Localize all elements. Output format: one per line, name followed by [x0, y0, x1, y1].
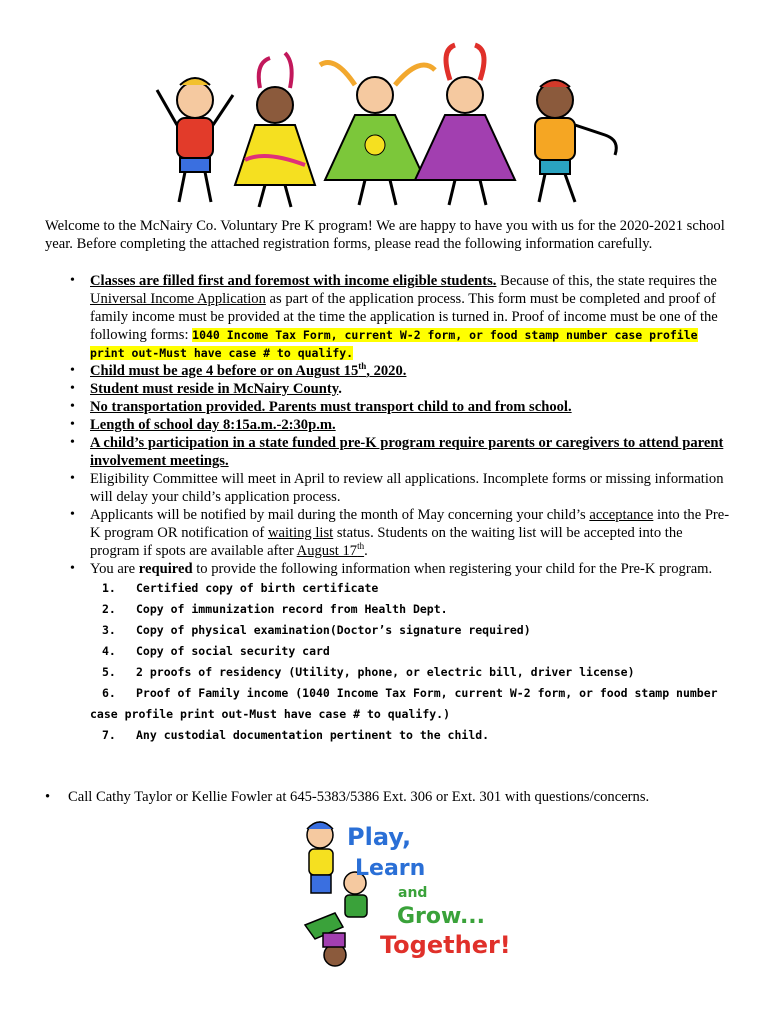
- logo-word-and: and: [398, 885, 428, 901]
- required-item: 3. Copy of physical examination(Doctor’s signature required): [102, 623, 531, 637]
- required-item: 5. 2 proofs of residency (Utility, phone, or electric bill, driver license): [102, 665, 635, 679]
- required-item: 4. Copy of social security card: [102, 644, 330, 658]
- flyer-page: Welcome to the McNairy Co. Voluntary Pre K program! We are happy to have you with us for the 2020-2021 school year. Before completing the attached registration forms, please read the following information carefully. • Classes are filled first and foremost with income eligible students. Because of this, the state requires the Universal Income Application as part of the application process. This form must be completed and proof of family income must be provided at the time the application is turned in. Proof of income must be one of the following forms: 1040 Income Tax Form, current W-2 form, or food stamp number case profile print out-Must have case # to qualify. • Child must be age 4 before or on August 15th, 2020. • Student must reside in McNairy County. • No transportation provided. Parents must transport child to and from school. • Length of school day 8:15a.m.-2:30p.m. • A child’s participation in a state funded pre-K program require parents or caregivers to attend parent involvement meetings. • Eligibility Committee will meet in April to review all applications. Incomplete forms or missing information will delay your child’s application process. • Applicants will be notified by mail during the month of May concerning your child’s acceptance into the Pre-K program OR notification of waiting list status. Students on the waiting list will be accepted into the program if spots are available after August 17th. • You are required to provide the following information when registering your child for the Pre-K program. 1. Certified copy of birth certificate 2. Copy of immunization record from Health Dept. 3. Copy of physical examination(Doctor’s signature required) 4. Copy of social security card 5. 2 proofs of residency (Utility, phone, or electric bill, driver license) 6. Proof of Family income (1040 Income Tax Form, current W-2 form, or food stamp number case profile print out-Must have case # to qualify.) 7. Any custodial documentation pertinent to the child. • Call Cathy Taylor or Kellie Fowler at 645-5383/5386 Ext. 306 or Ext. 301 with questions/concerns. Play, Learn and Grow... Together!: [0, 0, 770, 1024]
- contact-text: Call Cathy Taylor or Kellie Fowler at 645-5383/5386 Ext. 306 or Ext. 301 with questions/concerns.: [68, 789, 650, 805]
- logo-word-learn: Learn: [355, 856, 426, 881]
- kid-green-dress: [320, 63, 435, 206]
- kid-red-shirt: [157, 78, 233, 202]
- list-item-residency: • Student must reside in McNairy County.: [70, 381, 342, 397]
- required-item: 1. Certified copy of birth certificate: [102, 581, 379, 595]
- kid-orange-shirt: [535, 80, 616, 202]
- list-item-parent-meetings: • A child’s participation in a state funded pre-K program require parents or caregivers to attend parent involvement meetings.: [70, 435, 724, 469]
- logo-word-play: Play,: [347, 823, 412, 851]
- welcome-paragraph: Welcome to the McNairy Co. Voluntary Pre K program! We are happy to have you with us for the 2020-2021 school year. Before completing the attached registration forms, please read the following information carefully.: [45, 218, 725, 252]
- list-item-age-requirement: • Child must be age 4 before or on August 15th, 2020.: [70, 361, 407, 379]
- required-item: 6. Proof of Family income (1040 Income Tax Form, current W-2 form, or food stamp number case profile print out-Must have case # to qualify.): [90, 686, 718, 721]
- list-item-income-eligible: • Classes are filled first and foremost with income eligible students. Because of this, the state requires the Universal Income Application as part of the application process. This form must be completed and proof of family income must be provided at the time the application is turned in. Proof of income must be one of the following forms: 1040 Income Tax Form, current W-2 form, or food stamp number case profile print out-Must have case # to qualify.: [70, 273, 718, 360]
- list-item-school-day: • Length of school day 8:15a.m.-2:30p.m.: [70, 417, 336, 433]
- list-item-notification: • Applicants will be notified by mail during the month of May concerning your child’s acceptance into the Pre-K program OR notification of waiting list status. Students on the waiting list will be accepted into the program if spots are available after August 17th.: [70, 507, 730, 559]
- required-item: 2. Copy of immunization record from Health Dept.: [102, 602, 448, 616]
- required-documents-list: [90, 578, 735, 746]
- required-item: 7. Any custodial documentation pertinent to the child.: [102, 728, 490, 742]
- universal-income-application-text: Universal Income Application: [90, 291, 266, 307]
- dancing-kids-illustration: [150, 40, 625, 215]
- logo-word-together: Together!: [380, 931, 511, 959]
- logo-word-grow: Grow...: [397, 904, 486, 929]
- highlighted-proof-note: 1040 Income Tax Form, current W-2 form, or food stamp number case profile print out-Must have case # to qualify.: [90, 328, 698, 360]
- info-bullet-list: [45, 272, 735, 746]
- list-item-required-info: • You are required to provide the following information when registering your child for the Pre-K program. 1. Certified copy of birth certificate 2. Copy of immunization record from Health Dept. 3. Copy of physical examination(Doctor’s signature required) 4. Copy of social security card 5. 2 proofs of residency (Utility, phone, or electric bill, driver license) 6. Proof of Family income (1040 Income Tax Form, current W-2 form, or food stamp number case profile print out-Must have case # to qualify.) 7. Any custodial documentation pertinent to the child.: [45, 560, 735, 746]
- list-item-eligibility-committee: • Eligibility Committee will meet in April to review all applications. Incomplete forms or missing information will delay your child’s application process.: [70, 471, 724, 505]
- play-learn-grow-logo: [295, 815, 511, 975]
- list-item-transportation: • No transportation provided. Parents must transport child to and from school.: [70, 399, 572, 415]
- kid-yellow-dress: [235, 53, 315, 207]
